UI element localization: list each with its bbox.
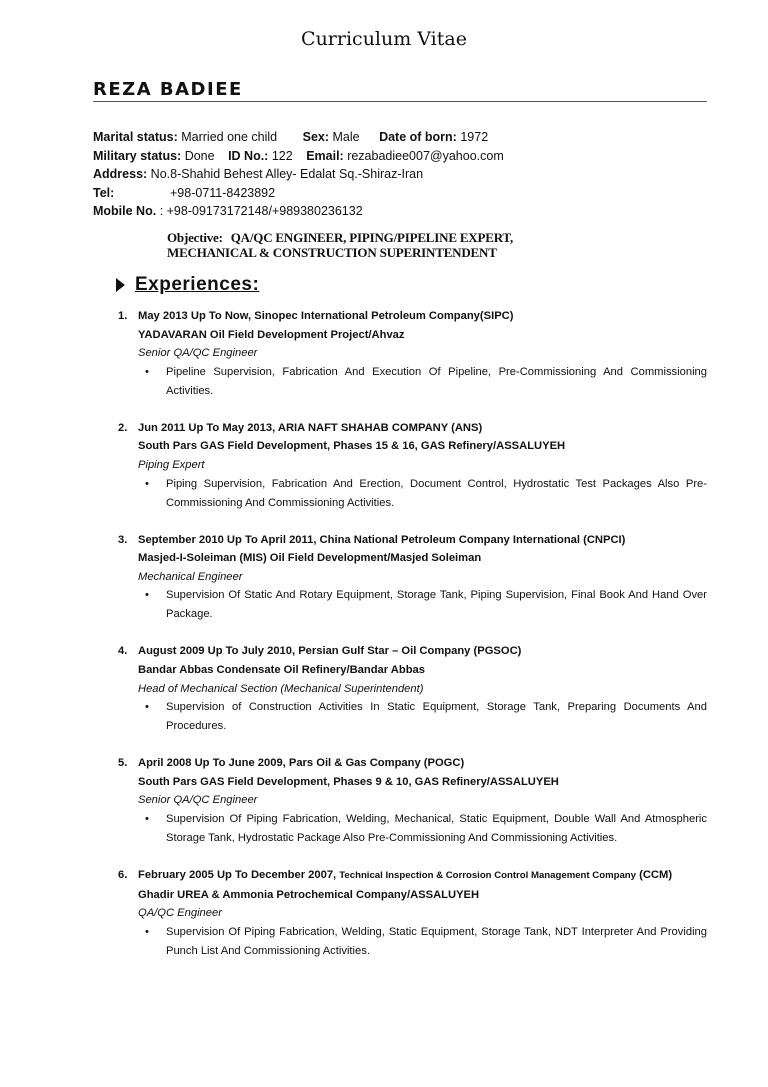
mobile-label: Mobile No. [93,204,157,218]
experience-number: 5. [118,757,128,770]
experience-duty [138,698,707,736]
info-line-1 [93,128,504,147]
info-line-4 [93,184,504,203]
personal-info [93,128,504,221]
objective-line-1 [167,230,513,245]
bullet-dot-icon: • [145,477,149,490]
dob-value: 1972 [460,130,489,144]
tel-value: +98-0711-8423892 [170,185,276,200]
sex-value: Male [332,130,360,144]
experience-project: YADAVARAN Oil Field Development Project/Ahvaz [138,328,405,341]
experience-period: April 2008 Up To June 2009, Pars Oil & Gas Company (POGC) [138,757,465,770]
objective-text-1: QA/QC ENGINEER, PIPING/PIPELINE EXPERT, [230,230,513,245]
marital-label: Marital status: [93,130,178,144]
experience-period: Jun 2011 Up To May 2013, ARIA NAFT SHAHAB COMPANY (ANS) [138,421,483,434]
experience-project: Bandar Abbas Condensate Oil Refinery/Bandar Abbas [138,663,426,676]
experience-item [93,754,707,848]
experience-number: 3. [118,533,128,546]
experience-list [93,307,707,979]
experience-period [138,866,707,886]
experience-item [93,419,707,513]
experience-project: Ghadir UREA & Ammonia Petrochemical Company/ASSALUYEH [138,888,480,901]
military-value: Done [184,148,215,163]
address-label: Address: [93,167,148,181]
experience-duty-text: Supervision Of Piping Fabrication, Welding, Static Equipment, Storage Tank, NDT Interpreter And Providing Punch List And Commissioning Activities. [166,925,707,957]
experience-duty [138,586,707,624]
bullet-dot-icon: • [145,365,149,378]
marital-value: Married one child [181,130,278,144]
info-line-2 [93,147,504,166]
experience-role: Senior QA/QC Engineer [138,794,258,807]
experience-duty [138,923,707,961]
experience-role: Senior QA/QC Engineer [138,347,258,360]
experience-number: 4. [118,645,128,658]
candidate-name: REZA BADIEE [93,79,243,100]
experience-duty [138,363,707,401]
experience-period-dates: February 2005 Up To December 2007, [138,868,337,881]
name-divider [93,101,707,102]
experience-project: South Pars GAS Field Development, Phases 9 & 10, GAS Refinery/ASSALUYEH [138,775,559,788]
experience-role: Head of Mechanical Section (Mechanical Superintendent) [138,682,424,695]
experience-item [93,307,707,401]
mobile-value: : +98-09173172148/+989380236132 [159,204,363,218]
experience-duty-text: Supervision Of Static And Rotary Equipment, Storage Tank, Piping Supervision, Final Book And Hand Over Package. [166,589,707,621]
experience-duty [138,810,707,848]
experience-role: Piping Expert [138,458,205,471]
id-value: 122 [271,148,293,163]
info-line-3 [93,165,504,184]
experience-project: Masjed-I-Soleiman (MIS) Oil Field Development/Masjed Soleiman [138,552,482,565]
info-line-5 [93,202,504,221]
experience-role: QA/QC Engineer [138,907,222,920]
id-label: ID No.: [228,148,269,163]
document-title: Curriculum Vitae [301,28,467,50]
email-value[interactable]: rezabadiee007@yahoo.com [347,148,504,163]
bullet-dot-icon: • [145,812,149,825]
experience-item [93,531,707,625]
arrow-bullet-icon [116,278,125,292]
experience-number: 1. [118,310,128,322]
bullet-dot-icon: • [145,589,149,602]
experience-number: 6. [118,868,128,881]
experience-period: May 2013 Up To Now, Sinopec International Petroleum Company(SIPC) [138,310,514,322]
experience-duty-text: Supervision of Construction Activities In Static Equipment, Storage Tank, Preparing Documents And Procedures. [166,701,707,733]
experience-item [93,642,707,736]
experience-duty-text: Pipeline Supervision, Fabrication And Execution Of Pipeline, Pre-Commissioning And Commissioning Activities. [166,365,707,397]
experience-item [93,866,707,961]
experience-period-abbr: (CCM) [639,868,673,881]
experience-duty-text: Supervision Of Piping Fabrication, Welding, Mechanical, Static Equipment, Double Wall And Atmospheric Storage Tank, Hydrostatic Package Also Pre-Commissioning And Commissioning Activities. [166,812,707,844]
tel-label: Tel: [93,185,115,200]
objective-label: Objective: [167,230,223,245]
military-label: Military status: [93,148,182,163]
experience-period: September 2010 Up To April 2011, China National Petroleum Company International (CNPCI) [138,533,626,546]
objective [167,230,513,260]
experience-duty [138,475,707,513]
experience-period: August 2009 Up To July 2010, Persian Gulf Star – Oil Company (PGSOC) [138,645,522,658]
bullet-dot-icon: • [145,925,149,938]
experience-duty-text: Piping Supervision, Fabrication And Erection, Document Control, Hydrostatic Test Packages Also Pre-Commissioning And Commissioning Activities. [166,477,707,509]
email-label: Email: [306,148,344,163]
experience-role: Mechanical Engineer [138,570,243,583]
bullet-dot-icon: • [145,701,149,714]
experience-number: 2. [118,421,128,434]
experience-project: South Pars GAS Field Development, Phases 15 & 16, GAS Refinery/ASSALUYEH [138,440,566,453]
experiences-title: Experiences: [135,274,260,295]
sex-label: Sex: [302,130,330,144]
experience-period-company: Technical Inspection & Corrosion Control Management Company [339,869,636,881]
address-value: No.8-Shahid Behest Alley- Edalat Sq.-Shiraz-Iran [150,167,424,181]
dob-label: Date of born: [379,130,457,144]
experiences-heading [116,274,259,296]
objective-text-2: MECHANICAL & CONSTRUCTION SUPERINTENDENT [167,245,497,260]
